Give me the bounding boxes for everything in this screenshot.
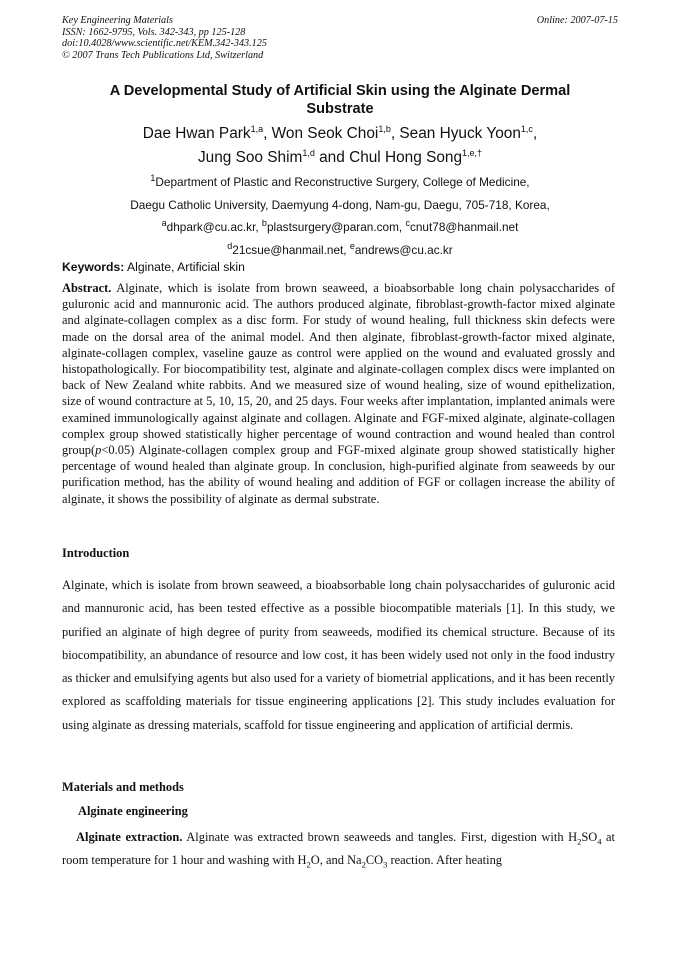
email[interactable]: cnut78@hanmail.net xyxy=(409,220,519,234)
extraction-text: O, and Na xyxy=(310,853,362,868)
separator: , xyxy=(390,125,400,142)
author-list xyxy=(62,122,618,170)
keywords xyxy=(62,259,618,275)
keywords-label: Keywords: xyxy=(62,260,125,274)
keywords-text: Alginate, Artificial skin xyxy=(124,260,245,274)
title-line-1: A Developmental Study of Artificial Skin using the Alginate Dermal xyxy=(109,83,571,99)
email-line-2 xyxy=(62,239,618,262)
author-name: Chul Hong Song xyxy=(349,149,463,166)
extraction-text: reaction. After heating xyxy=(387,853,503,868)
extraction-text: SO xyxy=(581,830,598,844)
journal-name: Key Engineering Materials xyxy=(62,15,173,26)
author-line-2 xyxy=(62,146,618,170)
email[interactable]: dhpark@cu.ac.kr, xyxy=(166,220,262,234)
copyright-line: © 2007 Trans Tech Publications Ltd, Switzerland xyxy=(62,49,264,61)
affiliation-marker: 1 xyxy=(150,173,156,184)
author-name: Won Seok Choi xyxy=(271,125,379,142)
affiliation-text: Department of Plastic and Reconstructive Surgery, College of Medicine, xyxy=(155,175,530,189)
email-marker: b xyxy=(261,218,267,229)
subscript: 2 xyxy=(577,836,582,847)
email[interactable]: plastsurgery@paran.com, xyxy=(266,220,406,234)
conjunction: and xyxy=(314,149,350,166)
email[interactable]: andrews@cu.ac.kr xyxy=(354,242,453,257)
email-marker: a xyxy=(161,218,167,229)
email-marker: e xyxy=(349,240,355,251)
author-marker: 1,b xyxy=(378,123,391,134)
extraction-text: CO xyxy=(365,853,384,868)
issn-line: ISSN: 1662-9795, Vols. 342-343, pp 125-128 xyxy=(62,26,246,38)
email-marker: d xyxy=(227,240,233,251)
author-marker: 1,d xyxy=(302,147,315,158)
subscript: 2 xyxy=(361,859,366,870)
introduction-text: Alginate, which is isolate from brown seaweed, a bioabsorbable long chain polysaccharides of guluronic acid and mannuronic acid, has been tested effective as a possible biocompatible materials [1]. In this study, we purified an alginate of high degree of purity from seaweeds, modified its chemical structure. Because of its biocompatibility, an abundance of resource and low cost, it has been widely used not only in the food industry as thicker and emulsifying agents but also used for a variety of biometrial applications, and it has been recently explored as scaffolding materials for tissue engineering applications [2]. This study includes evaluation for using alginate as dressing materials, scaffold for tissue engineering and application of artificial dermis. xyxy=(62,578,615,732)
extraction-label: Alginate extraction. xyxy=(76,830,183,844)
author-marker: 1,e,† xyxy=(462,147,483,158)
affiliation-dept xyxy=(62,171,618,194)
journal-header xyxy=(62,15,618,61)
introduction-heading: Introduction xyxy=(62,546,130,560)
email-line-1 xyxy=(62,216,618,239)
extraction-text: Alginate was extracted brown seaweeds and tangles. First, digestion with H xyxy=(182,830,578,844)
paper-title xyxy=(62,82,618,118)
methods-subheading: Alginate engineering xyxy=(78,804,188,818)
affiliation-block xyxy=(62,171,618,261)
extraction-text: at room temperature for 1 hour and washing with H xyxy=(62,830,615,868)
author-name: Dae Hwan Park xyxy=(142,125,251,142)
subscript: 4 xyxy=(597,836,602,847)
email-marker: c xyxy=(405,218,410,229)
subscript: 2 xyxy=(306,859,311,870)
author-marker: 1,c xyxy=(520,123,533,134)
methods-heading: Materials and methods xyxy=(62,780,184,794)
extraction-paragraph xyxy=(62,826,615,873)
abstract-text-1: Alginate, which is isolate from brown seaweed, a bioabsorbable long chain polysaccharides of guluronic acid and mannuronic acid. The authors produced alginate, fibroblast-growth-factor mixed alginate and alginate-collagen complex as a disc form. For study of wound healing, full thickness skin defects were made on the dorsal area of the animal model. And then alginate, fibroblast-growth-factor mixed alginate, alginate-collagen complex, vaseline gauze as control were applied on the wound and evaluated grossly and histopathologically. For biocompatibility test, alginate and alginate-collagen complex discs were implanted on back of New Zealand white rabbits. And we measured size of wound healing, size of wound epithelization, size of wound contracture at 5, 10, 15, 20, and 25 days. Four weeks after implantation, implanted animals were examined immunologically against alginate and collagen. Alginate and FGF-mixed alginate, alginate-collagen complex group showed statistically higher percentage of wound contraction and wound healed than control group( xyxy=(62,281,615,458)
subscript: 3 xyxy=(383,859,388,870)
abstract xyxy=(62,280,615,507)
email[interactable]: 21csue@hanmail.net, xyxy=(232,242,350,257)
author-marker: 1,a xyxy=(250,123,264,134)
separator: , xyxy=(532,125,538,142)
online-date: Online: 2007-07-15 xyxy=(536,15,618,26)
separator: , xyxy=(263,125,272,142)
abstract-label: Abstract. xyxy=(62,281,112,295)
p-value-symbol: p xyxy=(95,443,102,458)
doi-line[interactable]: doi:10.4028/www.scientific.net/KEM.342-343.125 xyxy=(62,38,267,50)
affiliation-univ: Daegu Catholic University, Daemyung 4-dong, Nam-gu, Daegu, 705-718, Korea, xyxy=(130,197,550,212)
abstract-text-2: <0.05) Alginate-collagen complex group and FGF-mixed alginate group showed statistically higher percentage of wound healed than alginate group. In conclusion, high-purified alginate from seaweeds by our purification method, has the ability of wound healing and addition of FGF or collagen increase the ability of alginate, it shows the possibility of alginate as dermal substrate. xyxy=(62,443,615,506)
author-name: Jung Soo Shim xyxy=(197,149,303,166)
author-name: Sean Hyuck Yoon xyxy=(399,125,521,142)
author-line-1 xyxy=(62,122,618,146)
title-line-2: Substrate xyxy=(306,101,374,117)
